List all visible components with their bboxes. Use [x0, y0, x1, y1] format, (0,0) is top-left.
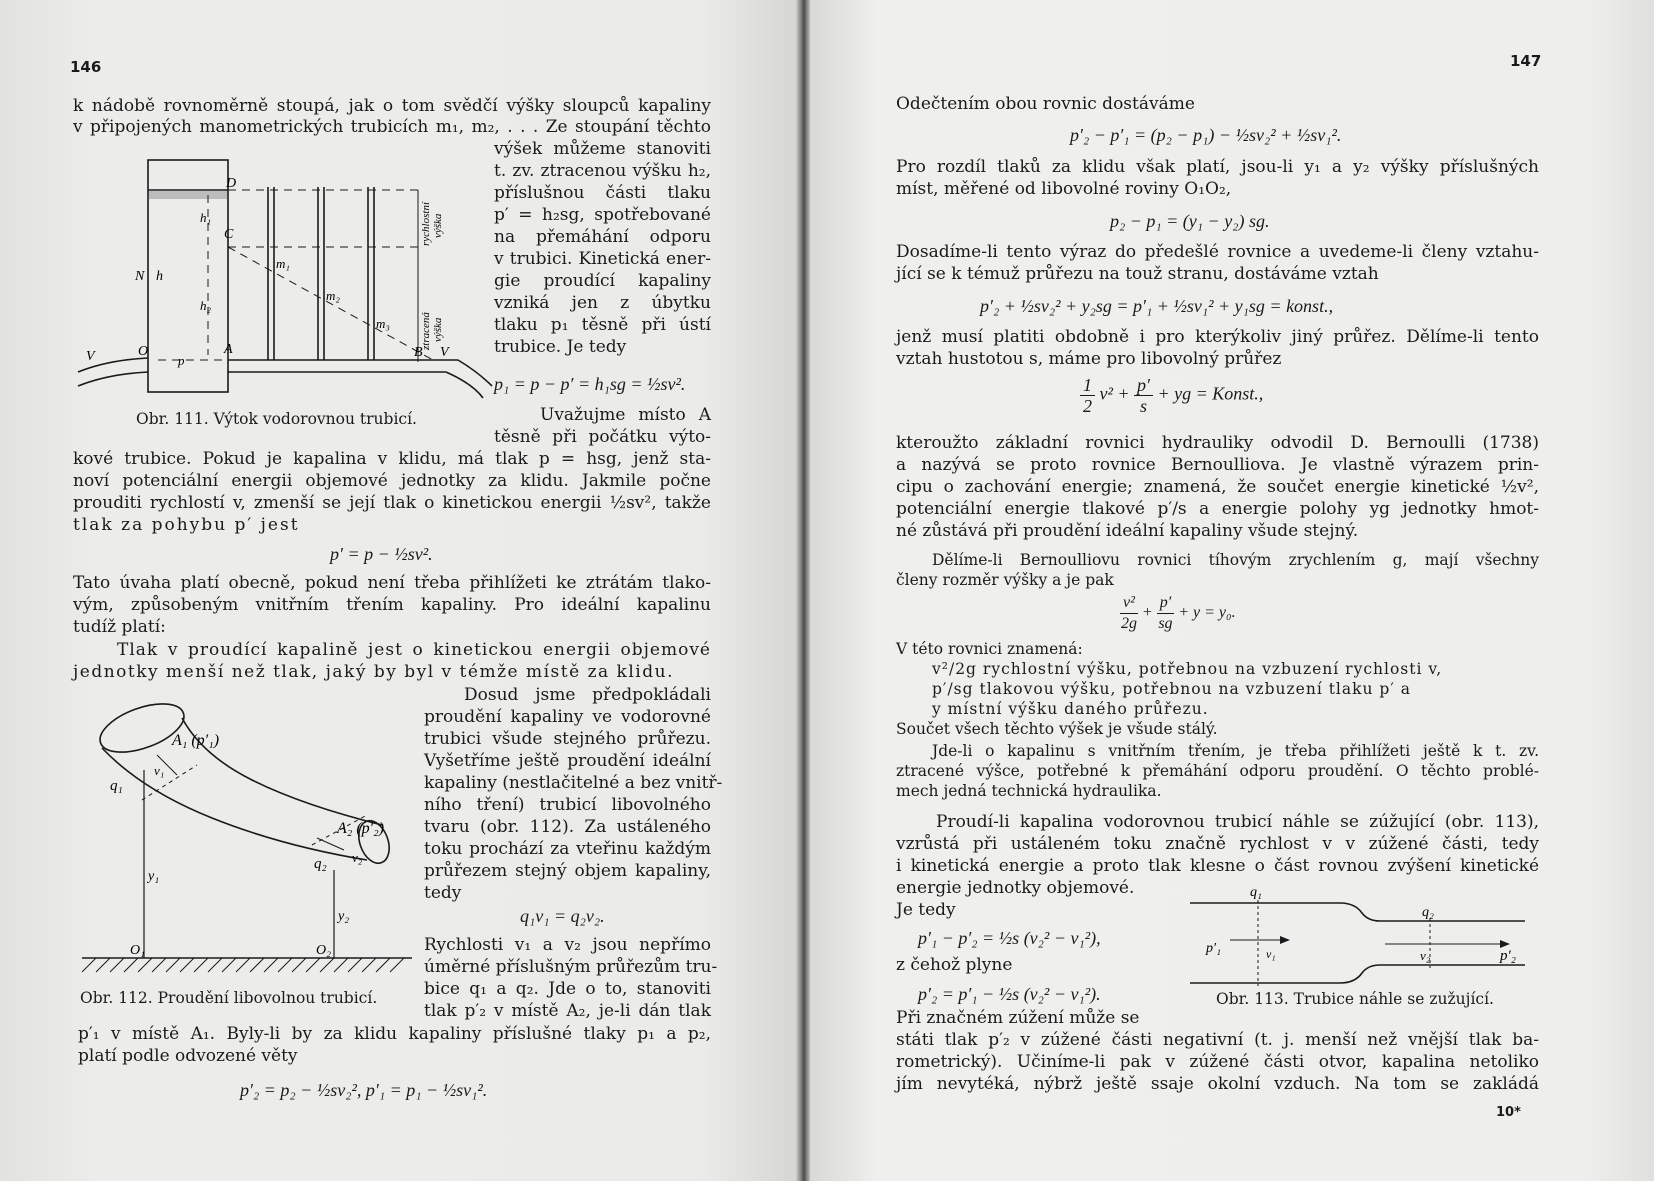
- fig-label: C: [224, 227, 234, 242]
- fig-label: v₂: [1420, 948, 1431, 963]
- equation: p′₂ = p₂ − ½sv₂², p′₁ = p₁ − ½sv₁².: [240, 1080, 488, 1100]
- text-line: tedy: [424, 883, 462, 903]
- text-line: výšek můžeme stanoviti: [494, 139, 711, 159]
- text-line: míst, měřené od libovolné roviny O₁O₂,: [896, 179, 1232, 199]
- fig-label: q₁: [1250, 885, 1262, 900]
- equation: q₁v₁ = q₂v₂.: [520, 906, 605, 926]
- text-line: jím nevytéká, nýbrž ještě ssaje okolní vzduch. Na tom se zakládá: [896, 1074, 1539, 1094]
- small-text-line: Jde-li o kapalinu s vnitřním třením, je třeba přihlížeti ještě k t. zv.: [932, 742, 1539, 760]
- fig-label: rychlostní: [420, 202, 432, 246]
- fig-label: B: [414, 345, 423, 360]
- fraction: [1157, 593, 1175, 634]
- text-line: energie jednotky objemové.: [896, 878, 1135, 898]
- figure-caption: Obr. 111. Výtok vodorovnou trubicí.: [136, 410, 417, 428]
- equation: p₂ − p₁ = (y₁ − y₂) sg.: [1110, 211, 1270, 231]
- numerator: p′: [1157, 593, 1175, 614]
- text-line: jící se k témuž průřezu na touž stranu, dostáváme vztah: [896, 264, 1379, 284]
- text-line: bice q₁ a q₂. Jde o to, stanoviti: [424, 979, 711, 999]
- fig-label: m₁: [276, 256, 290, 271]
- fig-label: y₂: [338, 909, 350, 924]
- eq-part: + y = y₀.: [1178, 604, 1236, 622]
- text-line: tlak za pohybu p′ jest: [73, 515, 300, 535]
- fig-label: p′₂: [1500, 948, 1516, 964]
- text-line: vzniká jen z úbytku: [494, 293, 711, 313]
- fig-label: q₂: [314, 856, 327, 872]
- fig-label: A₂ (p′₂): [337, 820, 385, 837]
- figure-111: [78, 150, 478, 400]
- numerator: p′: [1134, 375, 1153, 396]
- text-line: né zůstává při proudění ideální kapaliny všude stejný.: [896, 521, 1359, 541]
- fraction: [1080, 375, 1095, 416]
- text-line: rometrický). Učiníme-li pak v zúžené části otvor, kapalina netoliko: [896, 1052, 1539, 1072]
- text-line: z čehož plyne: [896, 955, 1013, 975]
- fig-label: p′₁: [1206, 941, 1221, 956]
- text-line: Tato úvaha platí obecně, pokud není třeba přihlížeti ke ztrátám tlako-: [73, 573, 711, 593]
- book-gutter: [796, 0, 810, 1181]
- fig-label: p: [178, 353, 185, 368]
- fig-label: m₃: [376, 316, 390, 331]
- bernoulli-equation: [1080, 375, 1263, 416]
- equation: p′₂ = p′₁ − ½s (v₂² − v₁²).: [918, 984, 1101, 1004]
- fig-label: V: [86, 349, 95, 364]
- text-line: p′ = h₂sg, spotřebované: [494, 205, 711, 225]
- fig-label: O₁: [130, 943, 145, 958]
- text-line: tlak p′₂ v místě A₂, je-li dán tlak: [424, 1001, 711, 1021]
- right-page: [810, 0, 1654, 1181]
- fig-label: v₁: [154, 763, 165, 778]
- text-line: Při značném zúžení může se: [896, 1008, 1140, 1028]
- fig-label: O₂: [316, 943, 331, 958]
- text-line: potenciální energie tlakové p′/s a energie polohy yg jednotky hmot-: [896, 499, 1539, 519]
- text-line: Je tedy: [896, 900, 956, 920]
- text-line: toku prochází za vteřinu každým: [424, 839, 711, 859]
- text-line: Proudí-li kapalina vodorovnou trubicí náhle se zúžující (obr. 113),: [936, 812, 1539, 832]
- text-line: i kinetická energie a proto tlak klesne o část rovnou zvýšení kinetické: [896, 856, 1539, 876]
- small-text-line: mech jedná technická hydraulika.: [896, 782, 1162, 800]
- fig-label: y₁: [148, 869, 160, 884]
- fig-label: q₁: [110, 778, 123, 794]
- text-line: ního tření) trubicí libovolného: [424, 795, 711, 815]
- fraction: [1120, 593, 1138, 634]
- text-line: Dosadíme-li tento výraz do předešlé rovnice a uvedeme-li členy vztahu-: [896, 242, 1539, 262]
- fig-label: m₂: [326, 288, 340, 303]
- text-line: Odečtením obou rovnic dostáváme: [896, 94, 1195, 114]
- fig-label: A₁ (p′₁): [172, 732, 220, 749]
- figure-113: [1190, 885, 1530, 998]
- fig-label: N: [135, 269, 145, 284]
- fig-label: h: [156, 269, 163, 284]
- law-text: Tlak v proudící kapalině jest o kinetickou energii objemové: [117, 640, 711, 660]
- small-text-line: p′/sg tlakovou výšku, potřebnou na vzbuzení tlaku p′ a: [932, 680, 1412, 698]
- text-line: gie proudící kapaliny: [494, 271, 711, 291]
- text-line: v trubici. Kinetická ener-: [494, 249, 711, 269]
- text-line: vzrůstá při ustáleném toku značně rychlost v v zúžené části, tedy: [896, 834, 1539, 854]
- text-line: t. zv. ztracenou výšku h₂,: [494, 161, 711, 181]
- text-line: cipu o zachování energie; znamená, že součet energie kinetické ½v²,: [896, 477, 1539, 497]
- text-line: trubici všude stejného průřezu.: [424, 729, 711, 749]
- height-equation: [1120, 593, 1236, 634]
- numerator: 1: [1080, 375, 1095, 396]
- left-page: [0, 0, 796, 1181]
- small-text-line: Dělíme-li Bernoulliovu rovnici tíhovým zrychlením g, mají všechny: [932, 551, 1539, 569]
- denominator: 2g: [1120, 615, 1137, 632]
- small-text-line: y místní výšku daného průřezu.: [932, 700, 1209, 718]
- page-number: 146: [70, 58, 102, 76]
- small-text-line: členy rozměr výšky a je pak: [896, 571, 1114, 589]
- text-line: státi tlak p′₂ v zúžené části negativní (t. j. menší než vnější tlak ba-: [896, 1030, 1539, 1050]
- denominator: s: [1140, 396, 1148, 416]
- figure-caption: Obr. 112. Proudění libovolnou trubicí.: [80, 989, 378, 1007]
- text-line: Uvažujme místo A: [540, 405, 711, 425]
- text-line: k nádobě rovnoměrně stoupá, jak o tom svědčí výšky sloupců kapaliny: [73, 96, 711, 116]
- text-line: trubice. Je tedy: [494, 337, 627, 357]
- small-text-line: Součet všech těchto výšek je všude stálý.: [896, 720, 1218, 738]
- fig-label: A: [224, 342, 233, 357]
- text-line: těsně při počátku výto-: [494, 427, 711, 447]
- fig-label: O: [138, 344, 149, 359]
- eq-part: + yg = Konst.,: [1157, 383, 1264, 404]
- text-line: kapaliny (nestlačitelné a bez vnitř-: [424, 773, 723, 793]
- law-text: jednotky menší než tlak, jaký by byl v témže místě za klidu.: [73, 662, 674, 682]
- text-line: p′₁ v místě A₁. Byly-li by za klidu kapaliny příslušné tlaky p₁ a p₂,: [78, 1024, 711, 1044]
- fig-label: D: [226, 176, 237, 191]
- text-line: proudění kapaliny ve vodorovné: [424, 707, 711, 727]
- text-line: noví potenciální energii objemové jednotky za klidu. Jakmile počne: [73, 471, 711, 491]
- text-line: průřezem stejný objem kapaliny,: [424, 861, 711, 881]
- text-line: na přemáhání odporu: [494, 227, 711, 247]
- text-line: a nazývá se proto rovnice Bernoulliova. Je vlastně výrazem prin-: [896, 455, 1539, 475]
- text-line: Vyšetříme ještě proudění ideální: [424, 751, 711, 771]
- fig-label: h₂: [200, 298, 212, 313]
- numerator: v²: [1120, 593, 1138, 614]
- text-line: tvaru (obr. 112). Za ustáleného: [424, 817, 711, 837]
- figure-caption: Obr. 113. Trubice náhle se zužující.: [1216, 990, 1494, 1008]
- denominator: sg: [1158, 615, 1173, 632]
- equation: p′₂ − p′₁ = (p₂ − p₁) − ½sv₂² + ½sv₁².: [1070, 125, 1342, 145]
- text-line: Rychlosti v₁ a v₂ jsou nepřímo: [424, 935, 711, 955]
- figure-112: [82, 700, 422, 990]
- equation: p′ = p − ½sv².: [330, 544, 433, 564]
- text-line: úměrné příslušným průřezům tru-: [424, 957, 718, 977]
- fig-label: V: [440, 345, 449, 360]
- fig-label: výška: [432, 317, 444, 342]
- small-text-line: V této rovnici znamená:: [896, 640, 1083, 658]
- equation: p₁ = p − p′ = h₁sg = ½sv².: [494, 374, 686, 394]
- signature-mark: 10*: [1496, 1105, 1521, 1120]
- text-line: kové trubice. Pokud je kapalina v klidu, má tlak p = hsg, jenž sta-: [73, 449, 711, 469]
- fig-label: ztracená: [420, 312, 432, 350]
- text-line: kteroužto základní rovnici hydrauliky odvodil D. Bernoulli (1738): [896, 433, 1539, 453]
- eq-part: v² +: [1099, 383, 1130, 404]
- denominator: 2: [1083, 396, 1092, 416]
- text-line: tudíž platí:: [73, 617, 166, 637]
- text-line: příslušnou části tlaku: [494, 183, 711, 203]
- fig-label: q₂: [1422, 905, 1434, 920]
- text-line: vým, způsobeným vnitřním třením kapaliny. Pro ideální kapalinu: [73, 595, 711, 615]
- equation: p′₂ + ½sv₂² + y₂sg = p′₁ + ½sv₁² + y₁sg = konst.,: [980, 296, 1334, 316]
- fig-label: h₁: [200, 210, 212, 225]
- text-line: Pro rozdíl tlaků za klidu však platí, jsou-li y₁ a y₂ výšky příslušných: [896, 157, 1539, 177]
- equation: p′₁ − p′₂ = ½s (v₂² − v₁²),: [918, 928, 1101, 948]
- fig-label: výška: [432, 213, 444, 238]
- text-line: vztah hustotou s, máme pro libovolný průřez: [896, 349, 1282, 369]
- text-line: v připojených manometrických trubicích m₁, m₂, . . . Ze stoupání těchto: [73, 117, 711, 137]
- text-line: jenž musí platiti obdobně i pro kterýkoliv jiný průřez. Dělíme-li tento: [896, 327, 1539, 347]
- text-line: prouditi rychlostí v, zmenší se její tlak o kinetickou energii ½sv², takže: [73, 493, 711, 513]
- fig-label: v₂: [352, 850, 363, 865]
- fig-label: v₁: [1266, 947, 1276, 961]
- small-text-line: v²/2g rychlostní výšku, potřebnou na vzbuzení rychlosti v,: [932, 660, 1443, 678]
- fraction: [1134, 375, 1153, 416]
- text-line: Dosud jsme předpokládali: [464, 685, 711, 705]
- text-line: platí podle odvozené věty: [78, 1046, 298, 1066]
- page-number: 147: [1510, 52, 1542, 70]
- text-line: tlaku p₁ těsně při ústí: [494, 315, 711, 335]
- small-text-line: ztracené výšce, potřebné k přemáhání odporu proudění. O těchto problé-: [896, 762, 1539, 780]
- eq-part: +: [1141, 604, 1153, 622]
